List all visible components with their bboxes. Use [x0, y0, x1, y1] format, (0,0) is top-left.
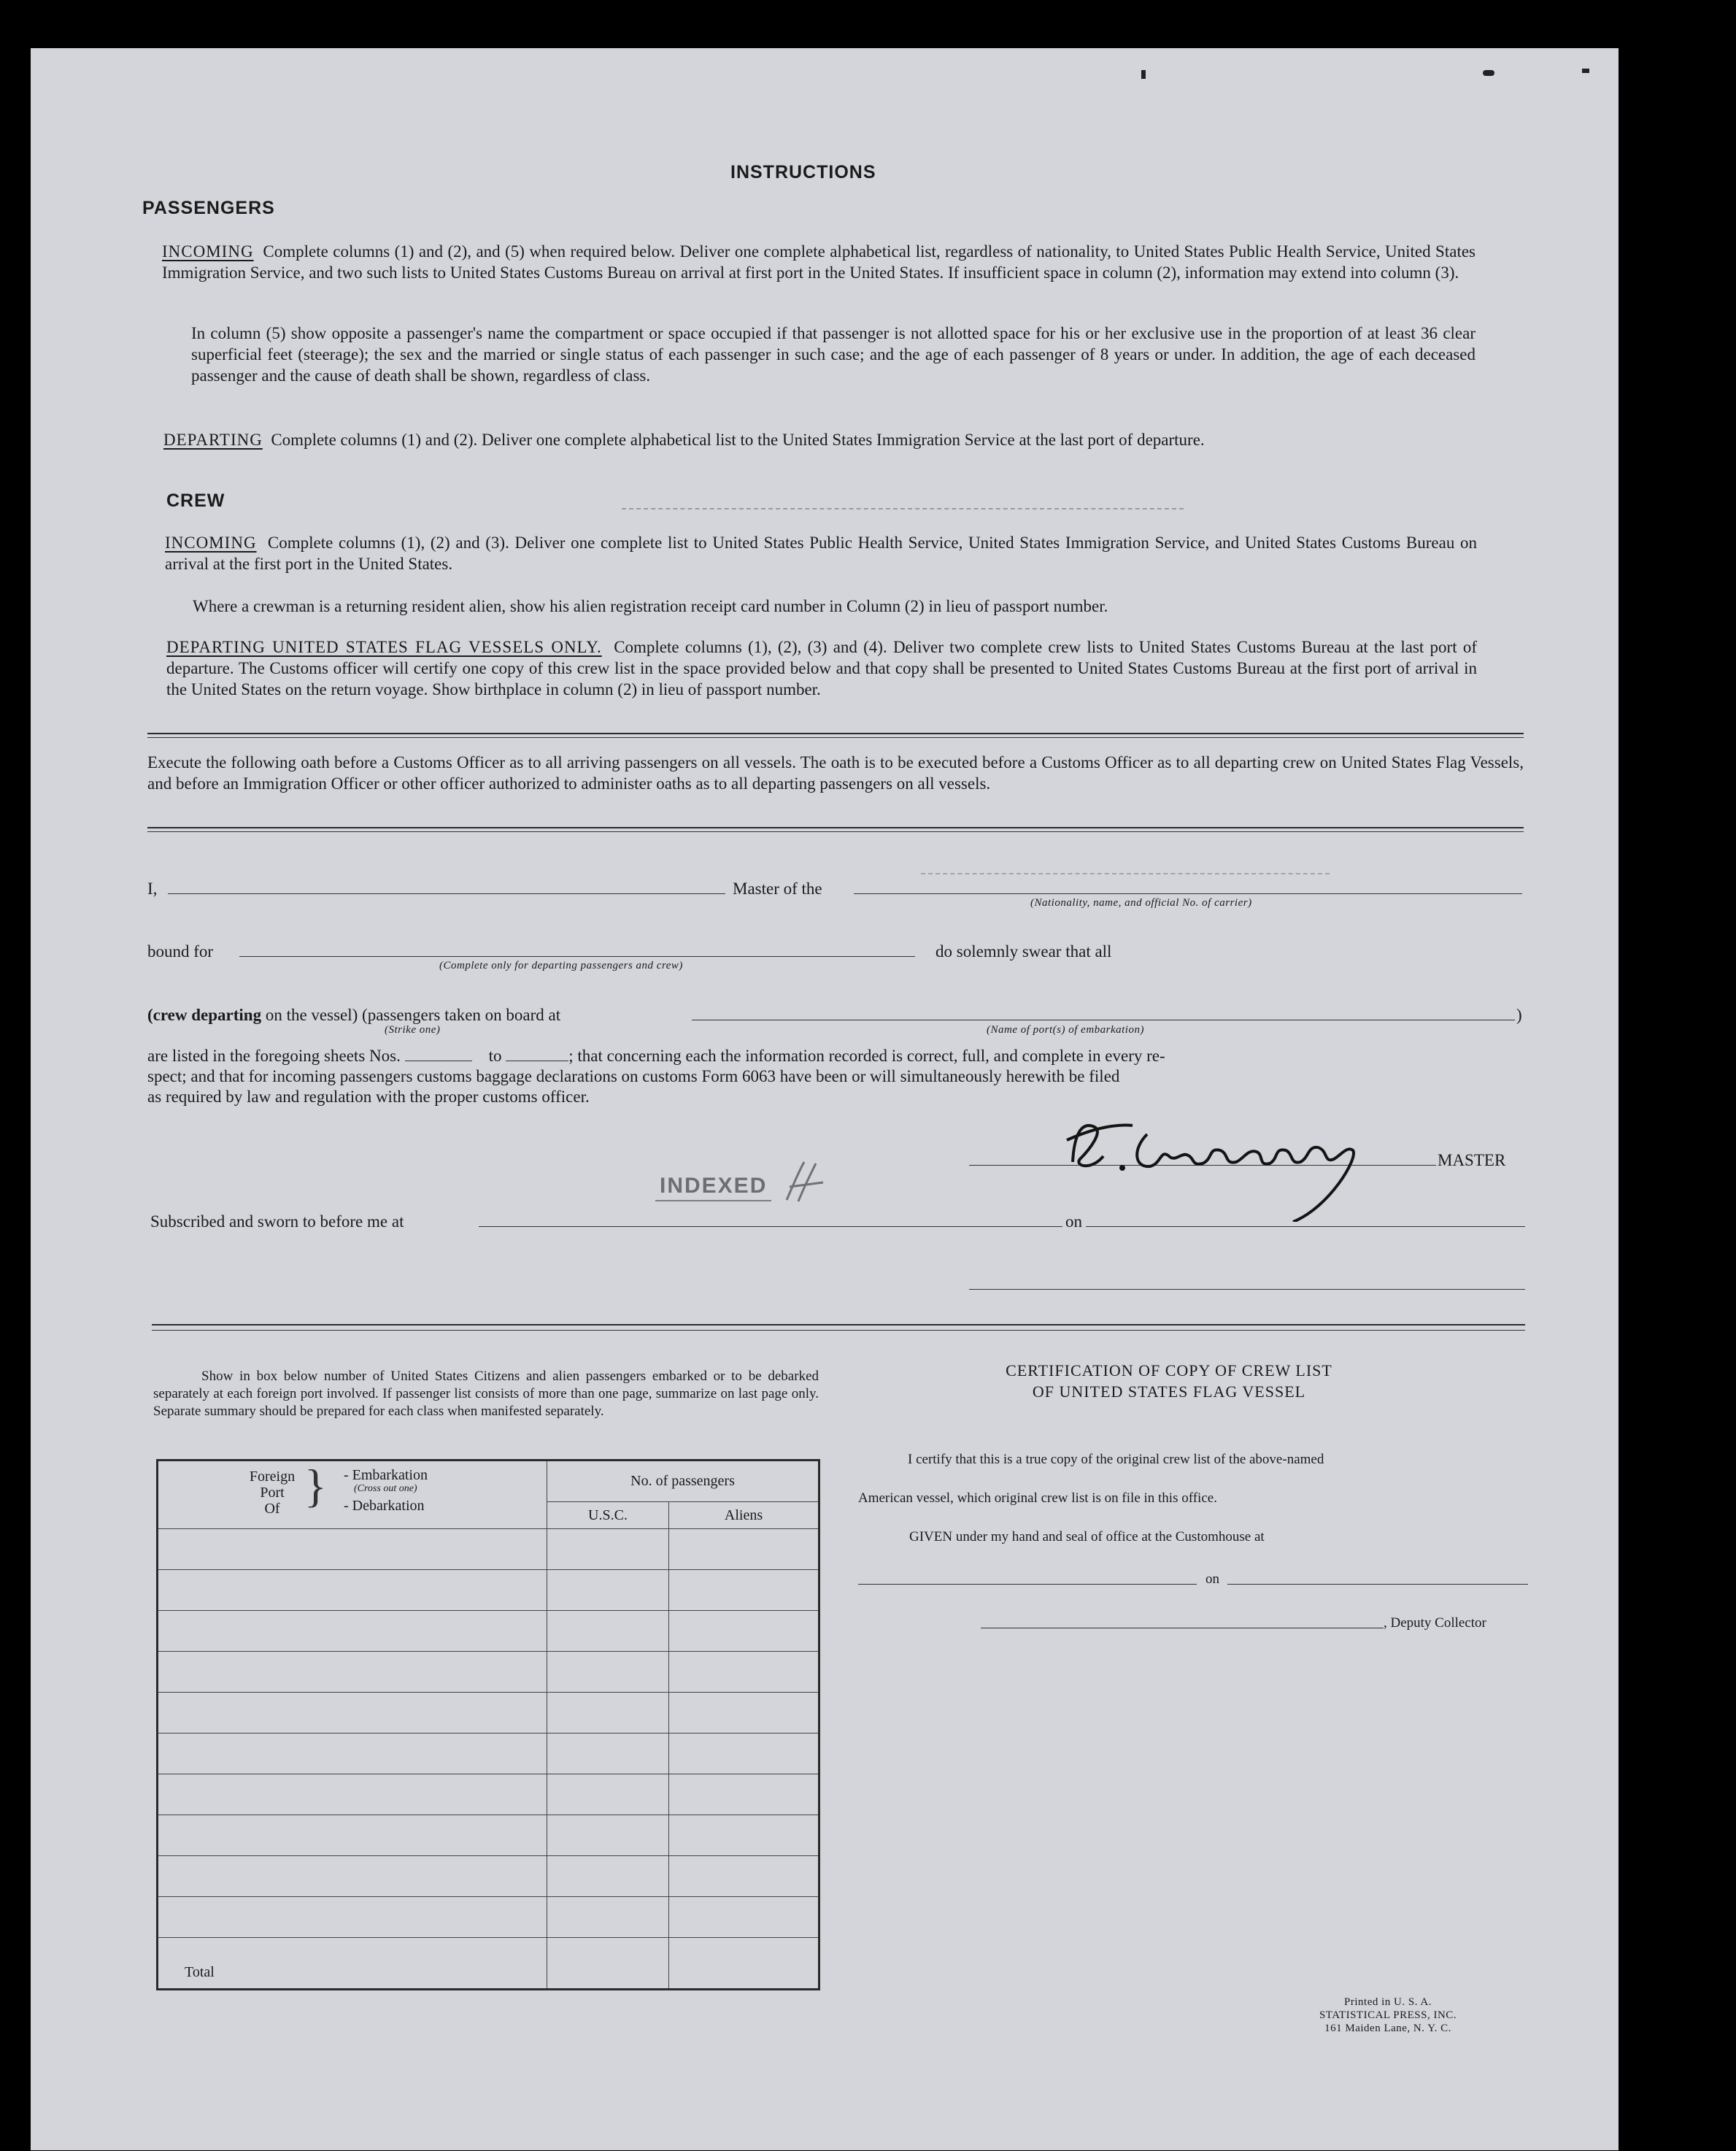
certification-title	[972, 1360, 1366, 1402]
crew-heading: CREW	[166, 490, 225, 511]
passengers-option: (passengers taken on board at	[362, 1006, 561, 1024]
sworn-place-line[interactable]	[479, 1226, 1062, 1227]
faint-dash-line	[622, 508, 1184, 509]
embarkation-label: - Embarkation	[344, 1467, 428, 1483]
aliens-cell[interactable]	[669, 1570, 819, 1611]
stamp-initials-mark	[782, 1158, 841, 1209]
no-of-passengers-header: No. of passengers	[547, 1461, 819, 1502]
strike-caption: (Strike one)	[385, 1024, 441, 1036]
crew-incoming-label: INCOMING	[165, 534, 257, 552]
divider	[152, 1324, 1525, 1325]
master-name-line[interactable]	[168, 893, 725, 894]
passengers-departing-paragraph	[163, 429, 1475, 450]
aliens-cell[interactable]	[669, 1611, 819, 1652]
of-label: Of	[264, 1501, 280, 1517]
crew-incoming-paragraph	[165, 532, 1477, 574]
aliens-cell[interactable]	[669, 1652, 819, 1693]
usc-cell[interactable]	[547, 1774, 669, 1815]
sheet-from-field[interactable]	[405, 1047, 472, 1061]
crew-departing-paragraph	[166, 636, 1477, 700]
passengers-departing-label: DEPARTING	[163, 431, 263, 449]
listed-text-2: ; that concerning each the information recorded is correct, full, and complete in every re-	[568, 1047, 1165, 1065]
carrier-line[interactable]	[854, 893, 1522, 894]
passengers-column5-text: In column (5) show opposite a passenger's name the compartment or space occupied if that passenger is not allotted space for his or her exclusive use in the proportion of at least 36 clear superficial feet (steerage); the sex and the married or single status of each passenger in such case; and the age of each passenger of 8 years or under. In addition, the age of each deceased passenger and the cause of death shall be shown, regardless of class.	[191, 324, 1475, 385]
listed-text-1: are listed in the foregoing sheets Nos.	[147, 1047, 401, 1065]
usc-cell[interactable]	[547, 1529, 669, 1570]
usc-cell[interactable]	[547, 1897, 669, 1938]
aliens-cell[interactable]	[669, 1693, 819, 1734]
certification-date-line[interactable]	[1227, 1584, 1528, 1585]
port-cell[interactable]	[158, 1693, 547, 1734]
usc-cell[interactable]	[547, 1611, 669, 1652]
port-cell[interactable]	[158, 1734, 547, 1774]
indexed-stamp	[655, 1172, 771, 1201]
brace-glyph: }	[304, 1460, 327, 1512]
divider	[147, 827, 1524, 828]
debarkation-label: - Debarkation	[344, 1498, 425, 1514]
aliens-cell[interactable]	[669, 1897, 819, 1938]
passenger-summary-table	[156, 1459, 820, 1990]
port-cell[interactable]	[158, 1611, 547, 1652]
printer-imprint	[1271, 1996, 1505, 2035]
divider	[152, 1330, 1525, 1331]
listed-to: to	[488, 1047, 502, 1065]
aliens-cell[interactable]	[669, 1774, 819, 1815]
printer-line-3: 161 Maiden Lane, N. Y. C.	[1324, 2023, 1451, 2034]
aliens-cell[interactable]	[669, 1529, 819, 1570]
crew-resident-text: Where a crewman is a returning resident alien, show his alien registration receipt card number in Column (2) in lieu of passport number.	[193, 597, 1108, 615]
usc-cell[interactable]	[547, 1734, 669, 1774]
oath-i-label: I,	[147, 880, 158, 898]
certification-text-2: American vessel, which original crew list is on file in this office.	[858, 1490, 1217, 1506]
port-label: Port	[260, 1485, 285, 1501]
crew-incoming-text: Complete columns (1), (2) and (3). Deliver one complete list to United States Public Health Service, United States Immigration Service, and United States Customs Bureau on arrival at the first port in the United States.	[165, 534, 1478, 573]
swear-label: do solemnly swear that all	[935, 942, 1112, 961]
certification-text-1: I certify that this is a true copy of the original crew list of the above-named	[908, 1452, 1324, 1467]
total-label: Total	[185, 1964, 215, 1980]
listed-text-4: as required by law and regulation with the proper customs officer.	[147, 1088, 590, 1106]
crew-departing-option: (crew departing	[147, 1006, 262, 1024]
usc-header: U.S.C.	[547, 1502, 669, 1529]
crew-departing-text: Complete columns (1), (2), (3) and (4). Deliver two complete crew lists to United States Customs Bureau at the last port of departure. The Customs officer will certify one copy of this crew list in the space provided below and that copy shall be presented to United States Customs Bureau at the first port of arrival in the United States on the return voyage. Show birthplace in column (2) in lieu of passport number.	[166, 638, 1478, 699]
subscribed-label: Subscribed and sworn to before me at	[150, 1212, 404, 1231]
scan-speck	[1483, 70, 1494, 76]
oath-intro: Execute the following oath before a Customs Officer as to all arriving passengers on all vessels. The oath is to be executed before a Customs Officer as to all departing crew on United States Flag Vessels, and before an Immigration Officer or other officer authorized to administer oaths as to all departing passengers on all vessels.	[147, 753, 1524, 793]
close-paren: )	[1516, 1006, 1522, 1024]
certification-title-line-2: OF UNITED STATES FLAG VESSEL	[1032, 1382, 1306, 1401]
indexed-stamp-text: INDEXED	[660, 1174, 768, 1198]
usc-total-cell[interactable]	[547, 1938, 669, 1990]
port-cell[interactable]	[158, 1815, 547, 1856]
passengers-incoming-label: INCOMING	[162, 242, 254, 261]
scan-speck	[1141, 70, 1146, 79]
crew-departing-label: DEPARTING UNITED STATES FLAG VESSELS ONLY.	[166, 638, 602, 656]
aliens-cell[interactable]	[669, 1734, 819, 1774]
deputy-collector-label: , Deputy Collector	[1384, 1615, 1486, 1631]
carrier-caption: (Nationality, name, and official No. of carrier)	[1030, 897, 1252, 909]
passengers-departing-text: Complete columns (1) and (2). Deliver one complete alphabetical list to the United States Immigration Service at the last port of departure.	[271, 431, 1205, 449]
bound-caption: (Complete only for departing passengers and crew)	[439, 960, 683, 971]
printer-line-2: STATISTICAL PRESS, INC.	[1319, 2009, 1457, 2021]
faint-dash-line	[921, 873, 1330, 874]
bound-for-line[interactable]	[239, 956, 915, 957]
port-cell[interactable]	[158, 1774, 547, 1815]
aliens-total-cell[interactable]	[669, 1938, 819, 1990]
summary-note: Show in box below number of United States Citizens and alien passengers embarked or to be debarked separately at each foreign port involved. If passenger list consists of more than one page, summarize on last page only. Separate summary should be prepared for each class when manifested separately.	[153, 1369, 819, 1419]
usc-cell[interactable]	[547, 1652, 669, 1693]
foreign-port-of-label	[243, 1469, 301, 1517]
instructions-title: INSTRUCTIONS	[730, 162, 876, 182]
master-of-label: Master of the	[733, 880, 822, 898]
certification-title-line-1: CERTIFICATION OF COPY OF CREW LIST	[1006, 1361, 1332, 1380]
aliens-cell[interactable]	[669, 1856, 819, 1897]
sworn-on-label: on	[1065, 1212, 1082, 1231]
listed-text-3: spect; and that for incoming passengers customs baggage declarations on customs Form 6063 have been or will simultaneously herewith be filed	[147, 1067, 1120, 1085]
port-cell[interactable]	[158, 1570, 547, 1611]
port-cell[interactable]	[158, 1652, 547, 1693]
foreign-label: Foreign	[249, 1469, 296, 1485]
embarkation-caption: (Name of port(s) of embarkation)	[987, 1024, 1144, 1036]
usc-cell[interactable]	[547, 1815, 669, 1856]
master-label: MASTER	[1438, 1151, 1506, 1169]
sworn-date-line[interactable]	[1086, 1226, 1525, 1227]
crew-departing-strike	[147, 1004, 560, 1026]
on-vessel-label: on the vessel)	[265, 1006, 358, 1024]
bound-for-label: bound for	[147, 942, 214, 961]
listed-line-1	[147, 1045, 1524, 1066]
aliens-header: Aliens	[669, 1502, 819, 1529]
cross-out-caption: (Cross out one)	[354, 1483, 417, 1494]
divider	[147, 831, 1524, 832]
passengers-incoming-text: Complete columns (1) and (2), and (5) when required below. Deliver one complete alphabetical list, regardless of nationality, to United States Public Health Service, United States Immigration Service, and two such lists to United States Customs Bureau on arrival at first port in the United States. If insufficient space in column (2), information may extend into column (3).	[162, 242, 1475, 282]
certification-given: GIVEN under my hand and seal of office at the Customhouse at	[909, 1529, 1265, 1544]
aliens-cell[interactable]	[669, 1815, 819, 1856]
divider	[147, 737, 1524, 738]
usc-cell[interactable]	[547, 1570, 669, 1611]
form-page	[31, 48, 1619, 2150]
master-signature-image	[1052, 1105, 1403, 1222]
scan-speck	[1582, 69, 1589, 73]
port-cell[interactable]	[158, 1856, 547, 1897]
certification-on: on	[1205, 1571, 1219, 1587]
divider	[147, 733, 1524, 734]
total-label-cell	[158, 1938, 547, 1990]
port-cell[interactable]	[158, 1529, 547, 1570]
foreign-port-header-cell	[158, 1461, 547, 1529]
usc-cell[interactable]	[547, 1693, 669, 1734]
printer-line-1: Printed in U. S. A.	[1344, 1996, 1432, 2008]
customhouse-line[interactable]	[858, 1584, 1197, 1585]
passengers-incoming-paragraph	[162, 241, 1475, 283]
port-cell[interactable]	[158, 1897, 547, 1938]
passengers-heading: PASSENGERS	[142, 198, 275, 218]
officer-signature-line[interactable]	[969, 1289, 1525, 1290]
usc-cell[interactable]	[547, 1856, 669, 1897]
sheet-to-field[interactable]	[506, 1047, 568, 1061]
